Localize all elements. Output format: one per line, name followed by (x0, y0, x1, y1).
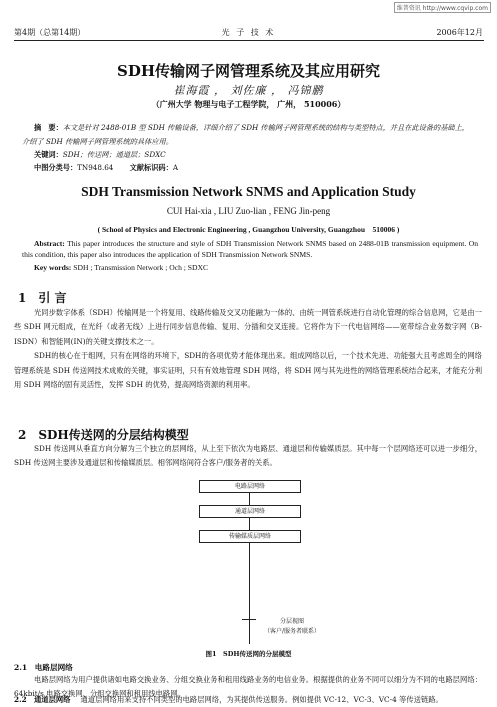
figure-box-path-layer: 通道层网络 (199, 505, 301, 518)
class-label: 中图分类号： (34, 163, 78, 172)
doc-code-value: A (172, 163, 179, 172)
header-rule (14, 40, 484, 41)
header-issue: 第4期（总第14期） (14, 28, 86, 37)
english-abstract (22, 238, 478, 260)
watermark: 维普资讯 http://www.cqvip.com (394, 2, 491, 13)
subsection-2-1-text: 电路层网络为用户提供诸如电路交换业务、分组交换业务和租用线路业务的电信业务。根据提供的业务不同可以细分为不同的电路层网络：64kbit/s 电路交换网、分组交换网和租用线电路网。 (14, 675, 482, 698)
english-keywords (34, 263, 208, 272)
keywords-cn-text: SDH；传送网；通道层；SDXC (62, 150, 166, 159)
abstract-cn-label: 摘 要： (34, 123, 63, 132)
english-abstract-text: This paper introduces the structure and style of SDH Transmission Network SNMS based on 2488-01B transmission equipment. On this condition, this paper also introduces the application of SDH Transmission Network SNMS. (22, 239, 478, 259)
section-1-heading: 1 引 言 (18, 291, 67, 305)
section-2-paragraph-1: SDH 传送网从垂直方向分解为三个独立的层网络，从上至下依次为电路层、通道层和传输媒质层。其中每一个层网络还可以进一步细分，SDH 传送网主要涉及通道层和传输媒质层。相邻网络间符合客户/服务者的关系。 (14, 444, 482, 468)
section-1-paragraph-1: 光同步数字体系（SDH）传输网是一个将复用、线路传输及交叉功能融为一体的、由统一网管系统进行自动化管理的综合信息网，它是由一些 SDH 网元组成，在光纤（或者无线）上进行同步信息传输、复用、分插和交叉连接。它将作为下一代电信网络——宽带综合业务数字网（B-ISDN）和智能网(IN)的关键支撑技术之一。 (14, 308, 482, 346)
header-journal: 光 子 技 术 (221, 28, 276, 37)
class-value: TN948.64 (77, 163, 114, 172)
subsection-2-2-block (14, 694, 482, 706)
english-keywords-text: SDH ; Transmission Network ; Och ; SDXC (73, 263, 209, 272)
english-keywords-label: Key words: (34, 263, 72, 272)
keywords-cn-label: 关键词： (34, 150, 63, 159)
page-title: SDH传输网子网管理系统及其应用研究 (116, 62, 380, 80)
authors: 崔海霞 ， 刘佐廉 ， 冯锦鹏 (173, 84, 324, 97)
subsection-2-1-heading: 2.1 电路层网络 (14, 663, 73, 672)
section-1-paragraph-2: SDH的核心在于组网，只有在网络的环境下，SDH的各项优势才能体现出来。组成网络以后，一个技术先进、功能强大且考虑周全的网络管理系统是 SDH 传送网技术成败的关键，事实证明，只有有效地管理 SDH 网络，将 SDH 网与其先进性的网络管理系统结合起来，才能充分利用 SDH 网络的固有灵活性，发挥 SDH 的优势，提高网络资源的利用率。 (14, 351, 482, 390)
english-authors: CUI Hai-xia , LIU Zuo-lian , FENG Jin-peng (166, 206, 331, 216)
english-title: SDH Transmission Network SNMS and Application Study (81, 184, 416, 199)
english-affiliation: ( School of Physics and Electronic Engineering , Guangzhou University, Guangzhou 510006 ) (97, 225, 400, 234)
doc-code-label: 文献标识码： (129, 163, 173, 172)
header-date: 2006年12月 (436, 28, 483, 37)
section-1-body (14, 306, 482, 392)
figure-side-label-2: （客户/服务者联系） (263, 628, 321, 635)
keywords-cn (34, 150, 166, 160)
abstract-cn-text: 本文是针对 2488-01B 型 SDH 传输设备，详细介绍了 SDH 传输网子网管理系统的结构与类型特点，并且在此设备的基础上，介绍了 SDH 传输网子网管理系统的具体应用。 (22, 123, 469, 146)
english-abstract-label: Abstract: (34, 239, 65, 248)
section-2-body (14, 442, 482, 471)
classification (34, 163, 178, 173)
section-2-heading: 2 SDH传送网的分层结构模型 (18, 428, 189, 442)
figure-caption: 图1 SDH传送网的分层模型 (205, 650, 292, 658)
affiliation: （广州大学 物理与电子工程学院， 广州， 510006） (151, 99, 346, 109)
subsection-2-2-heading: 2.2 通道层网络 (14, 695, 71, 704)
subsection-2-2-text: 通道层网络用来支持不同类型的电路层网络，为其提供传送服务。例如提供 VC-12、VC-3、VC-4 等传送链路。 (80, 695, 443, 704)
figure-box-circuit-layer: 电路层网络 (199, 480, 301, 493)
figure-box-media-layer: 传输媒质层网络 (199, 530, 301, 543)
abstract-cn (22, 121, 474, 149)
figure-side-label-1: 分层视图 (279, 618, 304, 625)
